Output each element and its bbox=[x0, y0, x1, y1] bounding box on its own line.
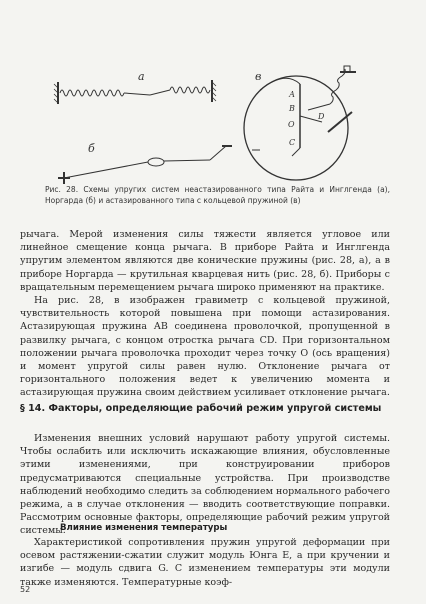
paragraph-1: рычага. Мерой изменения силы тяжести является угловое или линейное смещение конца рычага. В приборе Райта и Инглгенда упругим элементом являются две конические пружины (рис. 28, а), а в приборе Норгарда — крутильная кварцевая нить (рис. 28, б). Приборы с вращательным перемещением рычага широко применяют на практике. bbox=[20, 229, 390, 293]
section-body bbox=[20, 432, 390, 538]
figure-label-a: а bbox=[138, 70, 145, 83]
diagram-v bbox=[244, 66, 356, 180]
diagram-label-b: В bbox=[289, 104, 295, 113]
diagram-label-c: С bbox=[289, 138, 296, 147]
paragraph-2: На рис. 28, в изображен гравиметр с кольцевой пружиной, чувствительность которой повышена при помощи астазирования. Астазирующая пружина АВ соединена проволочкой, пропущенной в развилку рычага, с концом отростка рычага CD. При горизонтальном положении рычага проволочка проходит через точку О (ось вращения) и момент упругой силы равен нулю. Отклонение рычага от горизонтального положения ведет к увеличению момента и астазирующая пружина своим действием усиливает отклонение рычага. bbox=[20, 295, 390, 399]
diagram-label-d: D bbox=[318, 112, 325, 121]
last-body bbox=[20, 536, 390, 589]
figure-label-v: в bbox=[255, 70, 262, 83]
figure-28 bbox=[0, 0, 426, 215]
figure-drawing bbox=[0, 0, 426, 185]
diagram-label-a: А bbox=[289, 90, 296, 99]
last-paragraph: Характеристикой сопротивления пружин упругой деформации при осевом растяжении-сжатии служит модуль Юнга Е, а при кручении и изгибе — модуль сдвига G. С изменением температуры эти модули также изменяются. Температурные коэф- bbox=[20, 537, 390, 588]
body-text bbox=[20, 228, 390, 400]
section-heading: § 14. Факторы, определяющие рабочий режим упругой системы bbox=[20, 403, 382, 414]
diagram-a bbox=[54, 80, 216, 104]
figure-label-b: б bbox=[88, 142, 95, 155]
page-number: 52 bbox=[20, 585, 31, 594]
subheading: Влияние изменения температуры bbox=[60, 523, 228, 533]
section-paragraph: Изменения внешних условий нарушают работу упругой системы. Чтобы ослабить или исключить искажающие влияния, обусловленные этими изменениями, при конструировании приборов предусматриваются специальные устройства. При производстве наблюдений необходимо следить за соблюдением нормального рабочего режима, а в случае отклонения — вводить соответствующие поправки. Рассмотрим основные факторы, определяющие рабочий режим упругой системы. bbox=[20, 433, 390, 537]
figure-caption: Рис. 28. Схемы упругих систем неастазированного типа Райта и Инглгенда (а), Норгарда (б) и астазированного типа с кольцевой пружиной (в) bbox=[45, 185, 390, 205]
diagram-label-o: О bbox=[288, 120, 295, 129]
diagram-b bbox=[58, 146, 232, 184]
